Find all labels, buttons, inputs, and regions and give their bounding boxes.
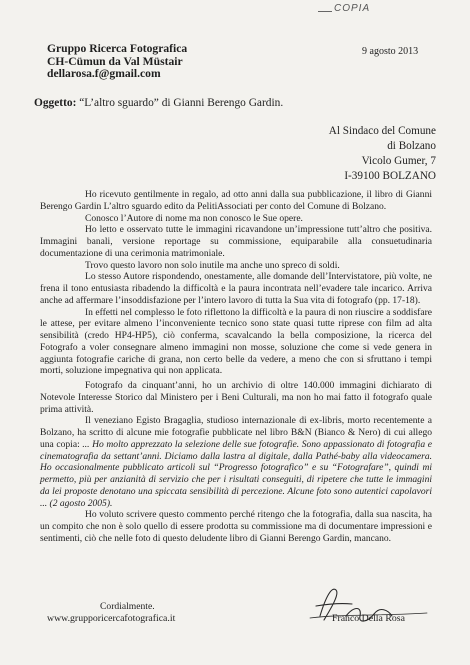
letter-date: 9 agosto 2013 bbox=[362, 46, 419, 57]
body-paragraph: Conosco l’Autore di nome ma non conosco le Sue opere. bbox=[85, 212, 303, 224]
closing-salutation: Cordialmente. bbox=[100, 601, 155, 612]
sender-location: CH-Cümun da Val Müstair bbox=[47, 54, 183, 68]
body-paragraph: Lo stesso Autore rispondendo, onestamente, alle domande dell’Intervistatore, più volte, ne frena il tono entusiasta ribadendo la difficoltà e la paura incontrata nell’evadere tale incarico. Arriva anche ad affermare l’insoddisfazione per l’intero lavoro di tutta la Sua vita di fotografo (pp. 17-18). bbox=[40, 271, 432, 306]
letter-body bbox=[40, 186, 432, 545]
subject-label: Oggetto: bbox=[34, 97, 77, 109]
body-paragraph: Ho letto e osservato tutte le immagini ricavandone un’impressione tutt’altro che positiva. Immagini banali, versione reportage su commissione, equiparabile alla consuetudinaria documentazione di una cerimonia matrimoniale. bbox=[40, 224, 432, 259]
body-paragraph bbox=[40, 415, 432, 509]
recipient-line: I-39100 BOLZANO bbox=[344, 170, 436, 182]
quoted-review: ... Ho molto apprezzato la selezione delle sue fotografie. Sono appassionato di fotografia e cinematografia da settant’anni. Diciamo dalla lastra al digitale, dalla Pathé-baby alla videocamera. Ho occasionalmente pubblicato articoli sul “Progresso fotografico” e su “Fotografare”, quindi mi permetto, più per anzianità di servizio che per i risultati conseguiti, di ripetere che tutte le immagini da lei proposte denotano una spiccata sensibilità di percezione. Alcune foto sono autentici capolavori ... (2 agosto 2005). bbox=[40, 438, 433, 509]
sender-email: dellarosa.f@gmail.com bbox=[47, 67, 161, 80]
sender-block bbox=[47, 43, 257, 81]
body-paragraph: Ho voluto scrivere questo commento perché ritengo che la fotografia, dalla sua nascita, ha un compito che non è solo quello di essere prodotta su commissione ma di documentare impressioni e sentimenti, ciò che nelle foto di questo deludente libro di Gianni Berengo Gardin, mancano. bbox=[40, 509, 432, 544]
signatory-name: Franco Della Rosa bbox=[332, 613, 405, 624]
copy-mark-dash bbox=[318, 11, 332, 12]
handwritten-signature bbox=[302, 576, 432, 636]
recipient-line: Al Sindaco del Comune bbox=[328, 125, 436, 137]
website-link[interactable]: www.grupporicercafotografica.it bbox=[47, 613, 176, 624]
recipient-line: di Bolzano bbox=[387, 140, 436, 152]
body-paragraph: In effetti nel complesso le foto riflettono la difficoltà e la paura di non riuscire a soddisfare le attese, per evitare almeno l’inconveniente tecnico sono state quasi tutte riprese con film ad alta sensibilità (credo HP4-HP5), ciò conferma, scavalcando la bella composizione, la ricerca del Fotografo a voler consegnare almeno immagini non mosse, soluzione che come si vede genera in aggiunta fotografie cariche di grana, non certo belle da vedere, a meno che con si sfruttano i tempi morti, soluzione impegnativa qui non applicata. bbox=[40, 306, 432, 377]
body-paragraph: Fotografo da cinquant’anni, ho un archivio di oltre 140.000 immagini dichiarato di Notevole Interesse Storico dal Ministero per i Beni Culturali, ma non ho mai fatto il fotografo quale prima attività. bbox=[40, 380, 432, 415]
recipient-address bbox=[329, 124, 436, 184]
recipient-line: Vicolo Gumer, 7 bbox=[361, 155, 436, 167]
sender-organization: Gruppo Ricerca Fotografica bbox=[47, 42, 188, 55]
subject-line bbox=[34, 97, 283, 109]
body-paragraph: Trovo questo lavoro non solo inutile ma anche uno spreco di soldi. bbox=[85, 259, 340, 271]
body-paragraph: Ho ricevuto gentilmente in regalo, ad otto anni dalla sua pubblicazione, il libro di Gianni Berengo Gardin L’altro sguardo edito da PelitiAssociati per conto del Comune di Bolzano. bbox=[40, 189, 432, 212]
copy-mark: COPIA bbox=[334, 3, 371, 14]
subject-text: “L’altro sguardo” di Gianni Berengo Gardin. bbox=[79, 97, 284, 109]
body-paragraph-text: Il veneziano Egisto Bragaglia, studioso internazionale di ex-libris, morto recentemente a Bolzano, ha scritto di alcune mie fotografie pubblicate nel libro B&N (Bianco & Nero) di cui allego una copia: bbox=[40, 415, 432, 450]
